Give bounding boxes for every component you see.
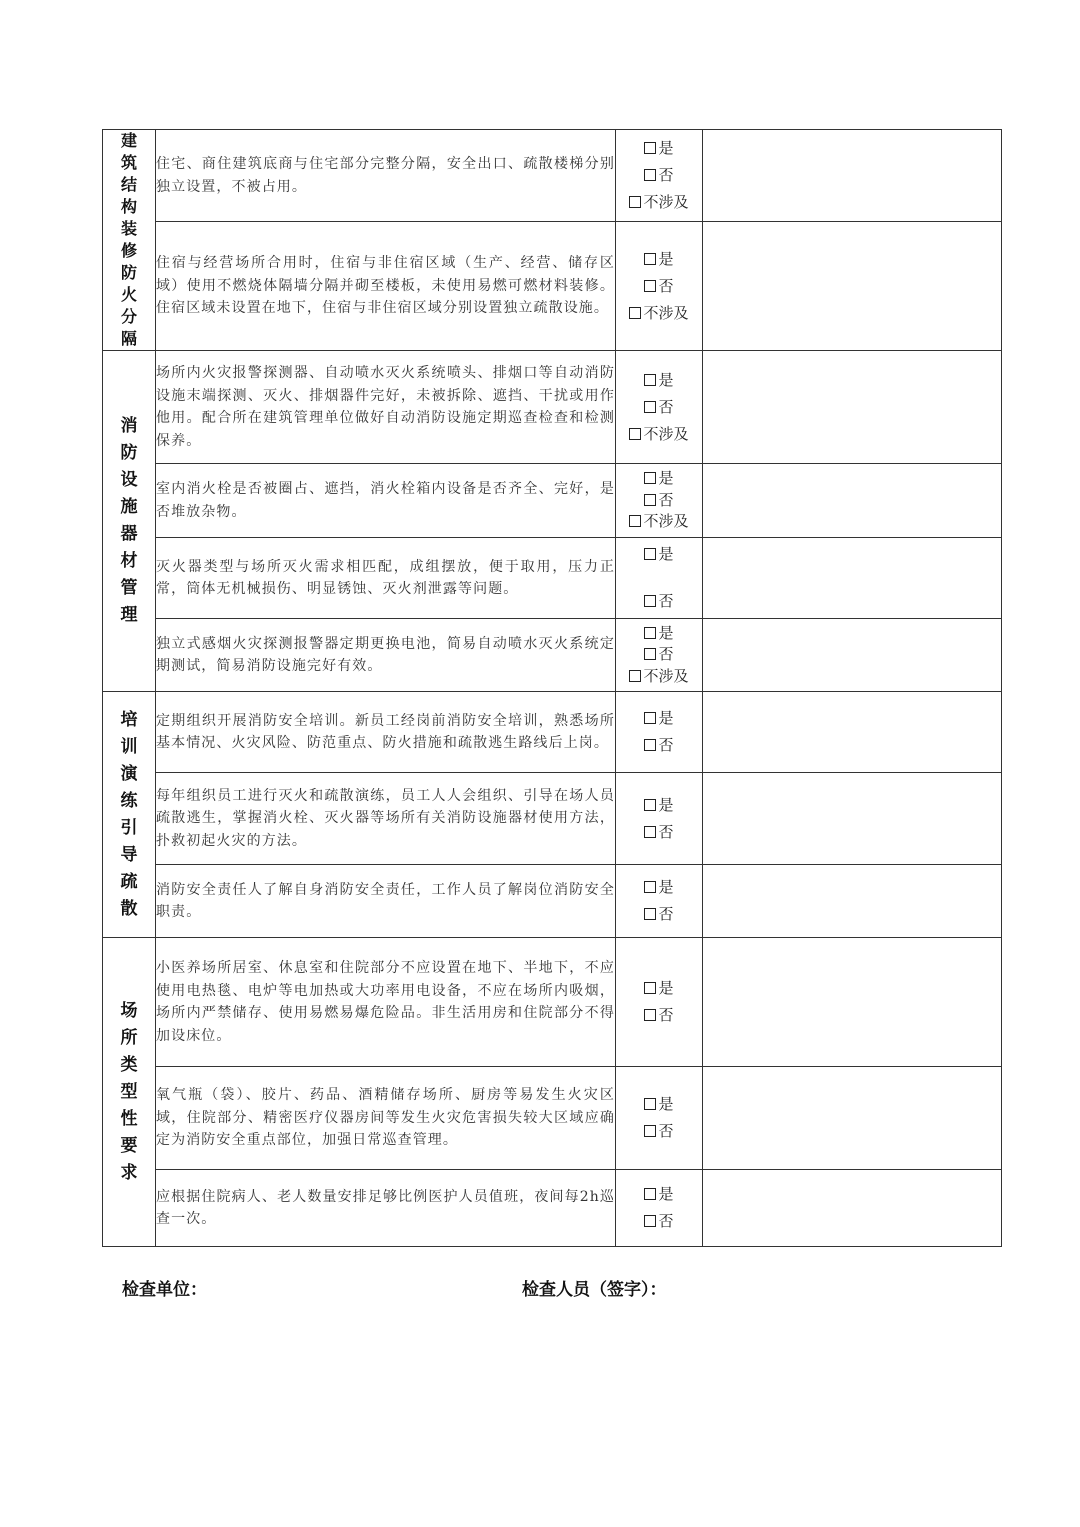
category-label: 场所类型性要求 xyxy=(120,1000,138,1183)
checkbox-icon[interactable] xyxy=(644,494,656,506)
checkbox-icon[interactable] xyxy=(644,142,656,154)
remarks-cell[interactable] xyxy=(703,692,1002,773)
checkbox-icon[interactable] xyxy=(644,280,656,292)
checkbox-icon[interactable] xyxy=(644,648,656,660)
table-row xyxy=(103,938,1002,1067)
checkbox-icon[interactable] xyxy=(644,1125,656,1137)
option-no[interactable]: 否 xyxy=(616,490,702,512)
check-item-text: 住宿与经营场所合用时，住宿与非住宿区域（生产、经营、储存区域）使用不燃烧体隔墙分隔并砌至楼板，未使用易燃可燃材料装修。住宿区域未设置在地下，住宿与非住宿区域分别设置独立疏散设施。 xyxy=(156,222,616,351)
option-yes[interactable]: 是 xyxy=(616,367,702,394)
remarks-cell[interactable] xyxy=(703,938,1002,1067)
answer-options xyxy=(616,619,703,692)
check-item-text: 每年组织员工进行灭火和疏散演练，员工人人会组织、引导在场人员疏散逃生，掌握消火栓、灭火器等场所有关消防设施器材使用方法，扑救初起火灾的方法。 xyxy=(156,773,616,865)
table-row xyxy=(103,130,1002,222)
option-yes[interactable]: 是 xyxy=(616,792,702,819)
checkbox-icon[interactable] xyxy=(644,401,656,413)
checkbox-icon[interactable] xyxy=(644,627,656,639)
checkbox-icon[interactable] xyxy=(629,670,641,682)
remarks-cell[interactable] xyxy=(703,1170,1002,1247)
table-row xyxy=(103,538,1002,619)
remarks-cell[interactable] xyxy=(703,865,1002,938)
answer-options xyxy=(616,938,703,1067)
checkbox-icon[interactable] xyxy=(644,739,656,751)
check-item-text: 场所内火灾报警探测器、自动喷水灭火系统喷头、排烟口等自动消防设施末端探测、灭火、排烟器件完好，未被拆除、遮挡、干扰或用作他用。配合所在建筑管理单位做好自动消防设施定期巡查检查和检测保养。 xyxy=(156,351,616,464)
remarks-cell[interactable] xyxy=(703,538,1002,619)
option-na[interactable]: 不涉及 xyxy=(616,189,702,216)
remarks-cell[interactable] xyxy=(703,464,1002,538)
checkbox-icon[interactable] xyxy=(644,1188,656,1200)
check-item-text: 室内消火栓是否被圈占、遮挡，消火栓箱内设备是否齐全、完好，是否堆放杂物。 xyxy=(156,464,616,538)
option-na[interactable]: 不涉及 xyxy=(616,666,702,688)
remarks-cell[interactable] xyxy=(703,130,1002,222)
checkbox-icon[interactable] xyxy=(644,374,656,386)
remarks-cell[interactable] xyxy=(703,351,1002,464)
answer-options xyxy=(616,464,703,538)
option-no[interactable]: 否 xyxy=(616,394,702,421)
table-row xyxy=(103,619,1002,692)
checkbox-icon[interactable] xyxy=(629,196,641,208)
table-row xyxy=(103,692,1002,773)
check-item-text: 应根据住院病人、老人数量安排足够比例医护人员值班，夜间每2h巡查一次。 xyxy=(156,1170,616,1247)
option-yes[interactable]: 是 xyxy=(616,1181,702,1208)
option-no[interactable]: 否 xyxy=(616,273,702,300)
checkbox-icon[interactable] xyxy=(644,799,656,811)
option-no[interactable]: 否 xyxy=(616,588,702,615)
answer-options xyxy=(616,1170,703,1247)
answer-options xyxy=(616,773,703,865)
category-label: 消防设施器材管理 xyxy=(120,416,138,625)
checkbox-icon[interactable] xyxy=(644,253,656,265)
option-yes[interactable]: 是 xyxy=(616,705,702,732)
option-yes[interactable]: 是 xyxy=(616,874,702,901)
check-item-text: 独立式感烟火灾探测报警器定期更换电池，简易自动喷水灭火系统定期测试，简易消防设施完好有效。 xyxy=(156,619,616,692)
checkbox-icon[interactable] xyxy=(644,548,656,560)
table-row xyxy=(103,1170,1002,1247)
answer-options xyxy=(616,538,703,619)
check-item-text: 氧气瓶（袋）、胶片、药品、酒精储存场所、厨房等易发生火灾区域，住院部分、精密医疗仪器房间等发生火灾危害损失较大区域应确定为消防安全重点部位，加强日常巡查管理。 xyxy=(156,1067,616,1170)
checkbox-icon[interactable] xyxy=(644,826,656,838)
inspection-checklist-table xyxy=(102,129,1002,1247)
answer-options xyxy=(616,351,703,464)
checkbox-icon[interactable] xyxy=(629,515,641,527)
checkbox-icon[interactable] xyxy=(629,428,641,440)
remarks-cell[interactable] xyxy=(703,1067,1002,1170)
checkbox-icon[interactable] xyxy=(644,1215,656,1227)
option-yes[interactable]: 是 xyxy=(616,246,702,273)
table-row xyxy=(103,351,1002,464)
option-yes[interactable]: 是 xyxy=(616,1091,702,1118)
checkbox-icon[interactable] xyxy=(644,472,656,484)
checkbox-icon[interactable] xyxy=(644,908,656,920)
checkbox-icon[interactable] xyxy=(644,169,656,181)
remarks-cell[interactable] xyxy=(703,222,1002,351)
option-yes[interactable]: 是 xyxy=(616,468,702,490)
table-row xyxy=(103,773,1002,865)
table-row xyxy=(103,464,1002,538)
option-no[interactable]: 否 xyxy=(616,162,702,189)
option-yes[interactable]: 是 xyxy=(616,623,702,645)
check-item-text: 灭火器类型与场所灭火需求相匹配，成组摆放，便于取用，压力正常，筒体无机械损伤、明显锈蚀、灭火剂泄露等问题。 xyxy=(156,538,616,619)
answer-options xyxy=(616,222,703,351)
option-no[interactable]: 否 xyxy=(616,1208,702,1235)
table-row xyxy=(103,865,1002,938)
category-cell xyxy=(103,938,156,1247)
check-item-text: 住宅、商住建筑底商与住宅部分完整分隔，安全出口、疏散楼梯分别独立设置，不被占用。 xyxy=(156,130,616,222)
remarks-cell[interactable] xyxy=(703,773,1002,865)
check-item-text: 定期组织开展消防安全培训。新员工经岗前消防安全培训，熟悉场所基本情况、火灾风险、防范重点、防火措施和疏散逃生路线后上岗。 xyxy=(156,692,616,773)
answer-options xyxy=(616,1067,703,1170)
remarks-cell[interactable] xyxy=(703,619,1002,692)
checkbox-icon[interactable] xyxy=(644,881,656,893)
checkbox-icon[interactable] xyxy=(644,1098,656,1110)
checkbox-icon[interactable] xyxy=(644,595,656,607)
option-yes[interactable]: 是 xyxy=(616,541,702,568)
option-no[interactable]: 否 xyxy=(616,819,702,846)
category-cell xyxy=(103,351,156,692)
answer-options xyxy=(616,865,703,938)
inspector-signature-label: 检查人员（签字）： xyxy=(522,1280,667,1300)
table-row xyxy=(103,222,1002,351)
table-row xyxy=(103,1067,1002,1170)
category-label: 培训演练引导疏散 xyxy=(120,709,138,919)
option-no[interactable]: 否 xyxy=(616,901,702,928)
option-na[interactable]: 不涉及 xyxy=(616,300,702,327)
checkbox-icon[interactable] xyxy=(629,307,641,319)
option-na[interactable]: 不涉及 xyxy=(616,511,702,533)
option-no[interactable]: 否 xyxy=(616,1002,702,1029)
option-no[interactable]: 否 xyxy=(616,644,702,666)
option-na[interactable]: 不涉及 xyxy=(616,421,702,448)
checkbox-icon[interactable] xyxy=(644,712,656,724)
category-label: 建筑结构装修防火分隔 xyxy=(120,131,137,348)
category-cell xyxy=(103,692,156,938)
checkbox-icon[interactable] xyxy=(644,1009,656,1021)
inspection-unit-label: 检查单位： xyxy=(122,1280,207,1300)
checkbox-icon[interactable] xyxy=(644,982,656,994)
option-yes[interactable]: 是 xyxy=(616,135,702,162)
option-no[interactable]: 否 xyxy=(616,1118,702,1145)
check-item-text: 小医养场所居室、休息室和住院部分不应设置在地下、半地下，不应使用电热毯、电炉等电加热或大功率用电设备，不应在场所内吸烟，场所内严禁储存、使用易燃易爆危险品。非生活用房和住院部分不得加设床位。 xyxy=(156,938,616,1067)
answer-options xyxy=(616,130,703,222)
answer-options xyxy=(616,692,703,773)
option-no[interactable]: 否 xyxy=(616,732,702,759)
category-cell xyxy=(103,130,156,351)
option-yes[interactable]: 是 xyxy=(616,975,702,1002)
check-item-text: 消防安全责任人了解自身消防安全责任，工作人员了解岗位消防安全职责。 xyxy=(156,865,616,938)
